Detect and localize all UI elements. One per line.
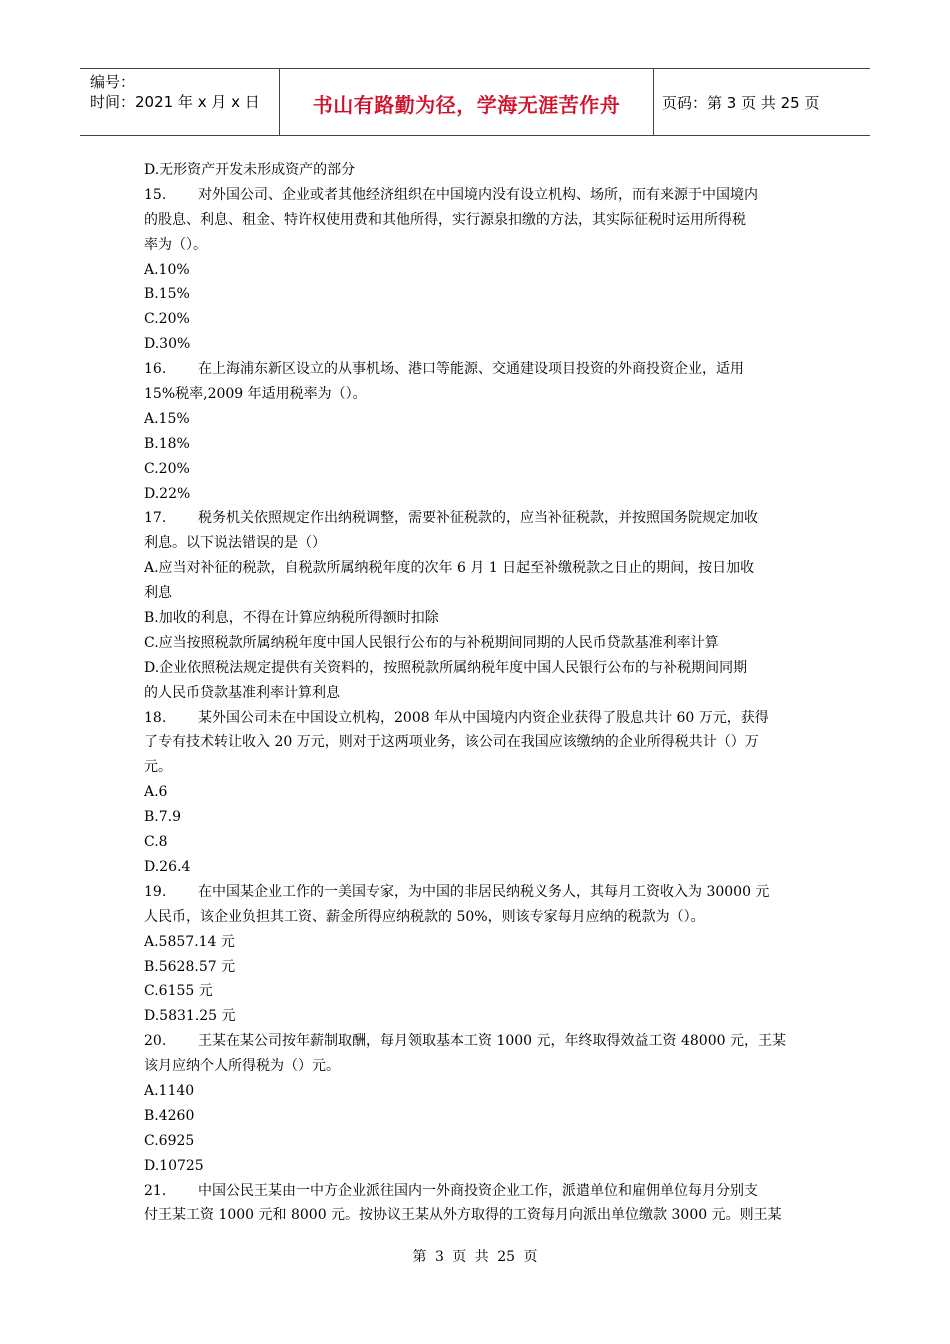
line-text: 王某在某公司按年薪制取酬，每月领取基本工资 1000 元，年终取得效益工资 48000 元，王某 <box>198 1033 786 1050</box>
text-line <box>144 979 808 1004</box>
document-number-label: 编号： <box>90 73 136 91</box>
line-text: B.18% <box>144 435 190 452</box>
text-line <box>144 1054 808 1079</box>
line-text: 15%税率,2009 年适用税率为（）。 <box>144 386 367 403</box>
text-line <box>144 208 808 233</box>
header-motto: 书山有路勤为径，学海无涯苦作舟 <box>312 92 621 117</box>
text-line <box>144 1079 808 1104</box>
text-line <box>144 681 808 706</box>
text-line <box>144 382 808 407</box>
document-header <box>80 68 870 136</box>
text-line <box>144 158 808 183</box>
line-text: 中国公民王某由一中方企业派往国内一外商投资企业工作，派遣单位和雇佣单位每月分别支 <box>198 1182 758 1199</box>
line-text: D.5831.25 元 <box>144 1008 236 1025</box>
question-line <box>144 706 808 731</box>
line-text: C.8 <box>144 834 168 851</box>
question-line <box>144 183 808 208</box>
text-line <box>144 233 808 258</box>
line-text: A.应当对补征的税款，自税款所属纳税年度的次年 6 月 1 日起至补缴税款之日止的期间，按日加收 <box>144 560 755 577</box>
text-line <box>144 805 808 830</box>
question-line <box>144 1029 808 1054</box>
line-text: 人民币，该企业负担其工资、薪金所得应纳税款的 50%，则该专家每月应纳的税款为（）。 <box>144 908 705 925</box>
question-number: 21. <box>144 1182 167 1199</box>
header-motto-cell <box>280 69 654 135</box>
line-text: C.20% <box>144 311 190 328</box>
line-text: B.7.9 <box>144 809 182 826</box>
text-line <box>144 1004 808 1029</box>
line-text: 对外国公司、企业或者其他经济组织在中国境内没有设立机构、场所，而有来源于中国境内 <box>198 186 758 203</box>
line-text: B.15% <box>144 286 190 303</box>
header-meta-cell <box>80 69 280 135</box>
text-line <box>144 780 808 805</box>
line-text: B.5628.57 元 <box>144 958 236 975</box>
text-line <box>144 1203 808 1228</box>
line-text: A.15% <box>144 410 190 427</box>
text-line <box>144 855 808 880</box>
question-number: 20. <box>144 1033 167 1050</box>
text-line <box>144 631 808 656</box>
line-text: A.10% <box>144 261 190 278</box>
line-text: 在上海浦东新区设立的从事机场、港口等能源、交通建设项目投资的外商投资企业，适用 <box>198 361 744 378</box>
text-line <box>144 556 808 581</box>
line-text: D.22% <box>144 485 191 502</box>
text-line <box>144 282 808 307</box>
line-text: 了专有技术转让收入 20 万元，则对于这两项业务，该公司在我国应该缴纳的企业所得税共计（）万 <box>144 734 759 751</box>
line-text: 的人民币贷款基准利率计算利息 <box>144 684 340 701</box>
header-page-cell <box>654 69 870 135</box>
line-text: 付王某工资 1000 元和 8000 元。按协议王某从外方取得的工资每月向派出单位缴款 3000 元。则王某 <box>144 1207 782 1224</box>
text-line <box>144 905 808 930</box>
line-text: 率为（）。 <box>144 236 207 253</box>
text-line <box>144 482 808 507</box>
text-line <box>144 930 808 955</box>
question-line <box>144 880 808 905</box>
text-line <box>144 531 808 556</box>
line-text: 该月应纳个人所得税为（）元。 <box>144 1058 340 1075</box>
question-number: 17. <box>144 510 167 527</box>
header-page-label: 页码：第 3 页 共 25 页 <box>662 93 820 112</box>
line-text: 利息 <box>144 585 172 602</box>
document-time-label: 时间：2021 年 x 月 x 日 <box>90 93 260 111</box>
page-footer: 第 3 页 共 25 页 <box>412 1249 538 1265</box>
text-line <box>144 332 808 357</box>
question-line <box>144 506 808 531</box>
text-line <box>144 307 808 332</box>
line-text: 税务机关依照规定作出纳税调整，需要补征税款的，应当补征税款，并按照国务院规定加收 <box>198 510 758 527</box>
question-line <box>144 1179 808 1204</box>
line-text: C.6925 <box>144 1132 195 1149</box>
line-text: D.30% <box>144 336 191 353</box>
text-line <box>144 1154 808 1179</box>
text-line <box>144 755 808 780</box>
text-line <box>144 457 808 482</box>
text-line <box>144 656 808 681</box>
line-text: 元。 <box>144 759 172 776</box>
line-text: 利息。以下说法错误的是（） <box>144 535 326 552</box>
line-text: D.26.4 <box>144 858 191 875</box>
line-text: D.企业依照税法规定提供有关资料的，按照税款所属纳税年度中国人民银行公布的与补税期间同期 <box>144 659 748 676</box>
line-text: 的股息、利息、租金、特许权使用费和其他所得，实行源泉扣缴的方法，其实际征税时运用所得税 <box>144 211 746 228</box>
line-text: C.20% <box>144 460 190 477</box>
line-text: B.4260 <box>144 1107 195 1124</box>
text-line <box>144 1104 808 1129</box>
line-text: C.应当按照税款所属纳税年度中国人民银行公布的与补税期间同期的人民币贷款基准利率计算 <box>144 634 719 651</box>
text-line <box>144 1129 808 1154</box>
text-line <box>144 730 808 755</box>
document-body <box>144 158 808 1228</box>
line-text: 在中国某企业工作的一美国专家，为中国的非居民纳税义务人，其每月工资收入为 30000 元 <box>198 883 770 900</box>
question-number: 16. <box>144 361 167 378</box>
question-number: 15. <box>144 186 167 203</box>
text-line <box>144 407 808 432</box>
line-text: A.6 <box>144 784 168 801</box>
line-text: A.1140 <box>144 1082 195 1099</box>
text-line <box>144 581 808 606</box>
question-number: 18. <box>144 709 167 726</box>
line-text: A.5857.14 元 <box>144 933 235 950</box>
text-line <box>144 258 808 283</box>
question-number: 19. <box>144 883 167 900</box>
text-line <box>144 955 808 980</box>
text-line <box>144 432 808 457</box>
text-line <box>144 606 808 631</box>
line-text: 某外国公司未在中国设立机构，2008 年从中国境内内资企业获得了股息共计 60 万元，获得 <box>198 709 769 726</box>
line-text: D.无形资产开发未形成资产的部分 <box>144 162 356 178</box>
line-text: D.10725 <box>144 1157 204 1174</box>
question-line <box>144 357 808 382</box>
line-text: C.6155 元 <box>144 983 213 1000</box>
line-text: B.加收的利息，不得在计算应纳税所得额时扣除 <box>144 610 439 627</box>
text-line <box>144 830 808 855</box>
